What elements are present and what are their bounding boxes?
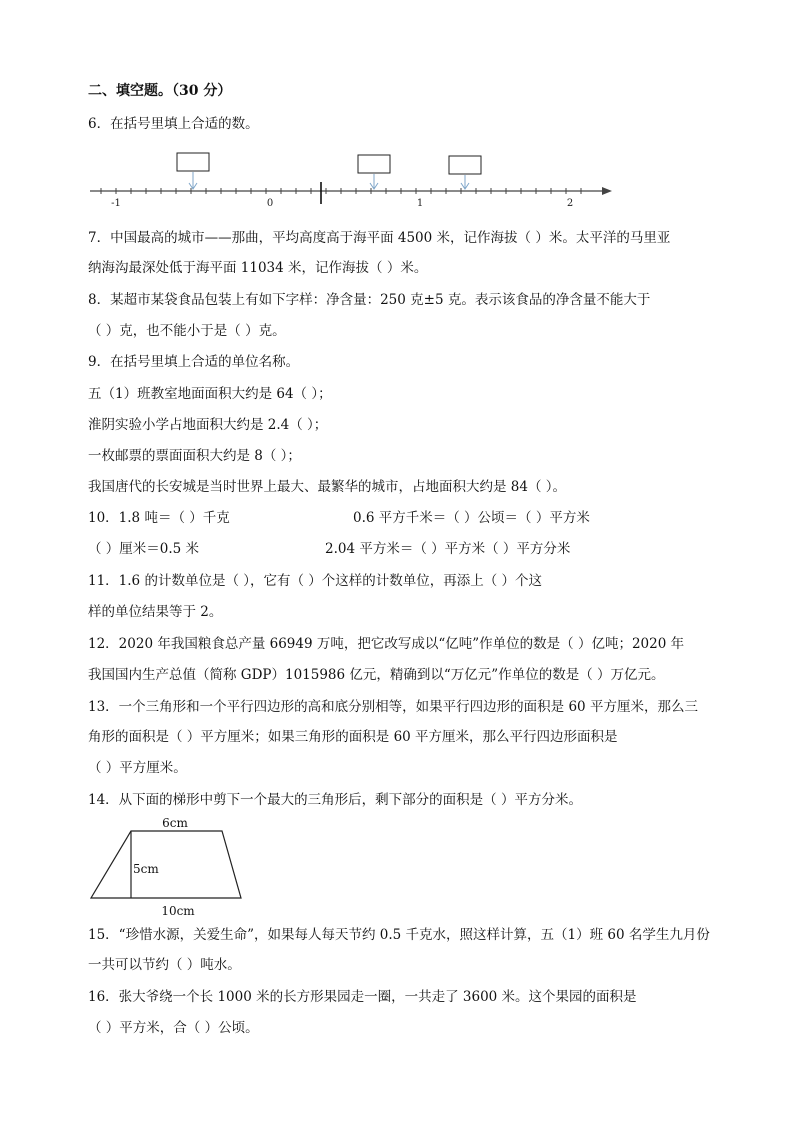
question-13-line3: （ ）平方厘米。 xyxy=(88,760,187,776)
question-8-line2: （ ）克，也不能小于是（ ）克。 xyxy=(88,323,286,339)
tick-label: 0 xyxy=(266,198,274,209)
question-9-title: 9．在括号里填上合适的单位名称。 xyxy=(88,354,300,370)
question-7-line1: 7．中国最高的城市——那曲，平均高度高于海平面 4500 米，记作海拔（ ）米。太平洋的马里亚 xyxy=(88,230,671,246)
question-9-item: 一枚邮票的票面面积大约是 8（ ）； xyxy=(88,448,301,464)
question-10-row1-col1: 10．1.8 吨＝（ ）千克 xyxy=(88,510,230,526)
question-16-line2: （ ）平方米，合（ ）公顷。 xyxy=(88,1020,259,1036)
question-6-text: 6．在括号里填上合适的数。 xyxy=(88,116,259,132)
question-9-item: 五（1）班教室地面面积大约是 64（ ）； xyxy=(88,386,332,402)
question-15-line1: 15．“珍惜水源，关爱生命”，如果每人每天节约 0.5 千克水，照这样计算，五（1）班 60 名学生九月份 xyxy=(88,927,710,943)
top-base-label: 6cm xyxy=(162,816,188,830)
question-11-line1: 11．1.6 的计数单位是（ ），它有（ ）个这样的计数单位，再添上（ ）个这 xyxy=(88,573,543,589)
answer-box xyxy=(177,153,209,171)
question-13-line1: 13．一个三角形和一个平行四边形的高和底分别相等，如果平行四边形的面积是 60 平方厘米，那么三 xyxy=(88,699,698,715)
answer-box xyxy=(449,156,481,174)
tick-label: 1 xyxy=(416,198,424,209)
answer-box xyxy=(358,155,390,173)
question-9-item: 淮阴实验小学占地面积大约是 2.4（ ）； xyxy=(88,417,328,433)
question-9-item: 我国唐代的长安城是当时世界上最大、最繁华的城市，占地面积大约是 84（ ）。 xyxy=(88,479,567,495)
tick-label: -1 xyxy=(111,198,121,209)
question-7-line2: 纳海沟最深处低于海平面 11034 米，记作海拔（ ）米。 xyxy=(88,260,428,276)
trapezoid-figure xyxy=(85,814,255,920)
number-line-arrow xyxy=(602,187,612,195)
question-10-row2-col2: 2.04 平方米＝（ ）平方米（ ）平方分米 xyxy=(325,541,571,557)
tick-label: 2 xyxy=(566,198,574,209)
number-line xyxy=(85,148,615,210)
question-14-text: 14．从下面的梯形中剪下一个最大的三角形后，剩下部分的面积是（ ）平方分米。 xyxy=(88,792,582,808)
question-16-line1: 16．张大爷绕一个长 1000 米的长方形果园走一圈，一共走了 3600 米。这个果园的面积是 xyxy=(88,989,637,1005)
height-label: 5cm xyxy=(133,862,159,876)
bottom-base-label: 10cm xyxy=(161,904,195,918)
question-13-line2: 角形的面积是（ ）平方厘米；如果三角形的面积是 60 平方厘米，那么平行四边形面积是 xyxy=(88,729,618,745)
question-10-row2-col1: （ ）厘米＝0.5 米 xyxy=(88,541,200,557)
question-11-line2: 样的单位结果等于 2。 xyxy=(88,604,223,620)
question-12-line1: 12．2020 年我国粮食总产量 66949 万吨，把它改写成以“亿吨”作单位的数是（ ）亿吨；2020 年 xyxy=(88,636,685,652)
question-10-row1-col2: 0.6 平方千米＝（ ）公顷＝（ ）平方米 xyxy=(353,510,590,526)
question-15-line2: 一共可以节约（ ）吨水。 xyxy=(88,957,241,973)
trapezoid-shape xyxy=(91,831,241,898)
question-12-line2: 我国国内生产总值（简称 GDP）1015986 亿元，精确到以“万亿元”作单位的数是（ ）万亿元。 xyxy=(88,667,665,683)
question-8-line1: 8．某超市某袋食品包装上有如下字样：净含量：250 克±5 克。表示该食品的净含量不能大于 xyxy=(88,292,651,308)
section-title: 二、填空题。（30 分） xyxy=(88,83,232,99)
